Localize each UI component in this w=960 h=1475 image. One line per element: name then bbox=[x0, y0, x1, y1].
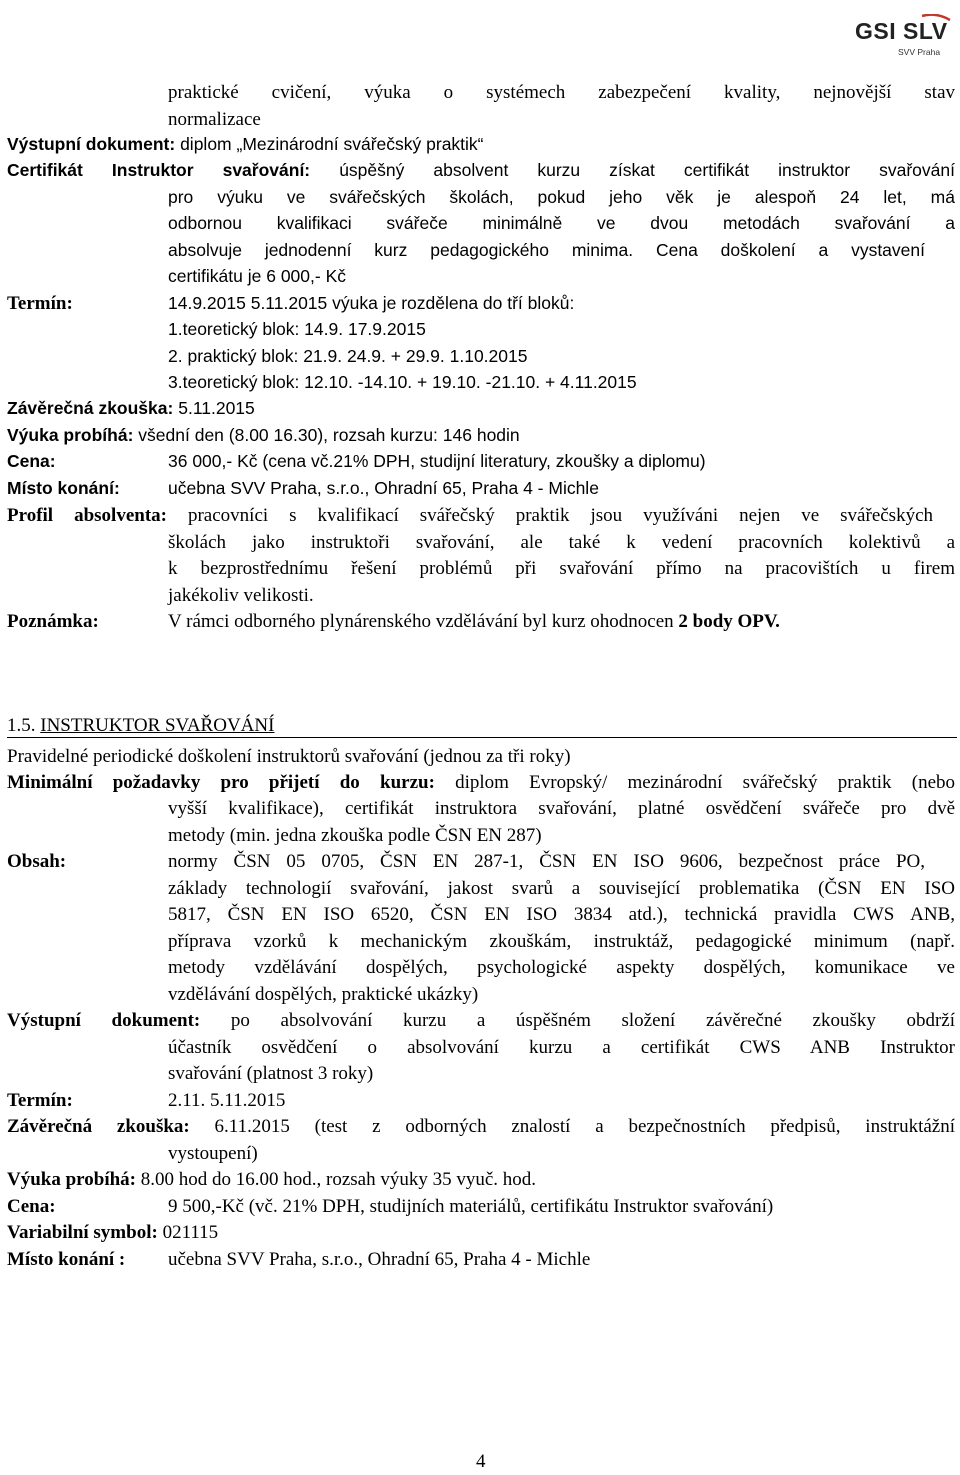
note-bold: 2 body OPV. bbox=[678, 611, 780, 632]
output-line: účastník osvědčení o absolvování kurzu a certifikát CWS ANB Instruktor bbox=[168, 1037, 955, 1058]
note-value: V rámci odborného plynárenského vzdělávání byl kurz ohodnocen bbox=[168, 611, 674, 632]
teaching-label: Výuka probíhá: bbox=[7, 425, 134, 445]
content-line: příprava vzorků k mechanickým zkouškám, instruktáž, pedagogické minimum (např. bbox=[168, 931, 955, 952]
content-line: 5817, ČSN EN ISO 6520, ČSN EN ISO 3834 atd.), technická pravidla CWS ANB, bbox=[168, 904, 955, 925]
variable-symbol-value: 021115 bbox=[162, 1222, 219, 1243]
output-row bbox=[7, 1011, 955, 1030]
certificate-row bbox=[7, 162, 955, 180]
place-label: Místo konání: bbox=[7, 478, 120, 498]
term-value: 2.11. 5.11.2015 bbox=[168, 1090, 286, 1111]
variable-symbol-label: Variabilní symbol: bbox=[7, 1222, 158, 1243]
place-value: učebna SVV Praha, s.r.o., Ohradní 65, Praha 4 - Michle bbox=[168, 478, 599, 498]
requirements-line: diplom Evropský/ mezinárodní svářečský praktik (nebo bbox=[455, 772, 956, 793]
section-divider bbox=[7, 737, 957, 738]
section-heading bbox=[7, 716, 274, 735]
certificate-line: certifikátu je 6 000,- Kč bbox=[168, 266, 346, 286]
term-line: 1.teoretický blok: 14.9. 17.9.2015 bbox=[168, 319, 426, 339]
term-label: Termín: bbox=[7, 1090, 73, 1111]
output-line: svařování (platnost 3 roky) bbox=[168, 1063, 374, 1084]
profile-line: pracovníci s kvalifikací svářečský praktik jsou využíváni nejen ve svářečských bbox=[187, 505, 934, 526]
place-value: učebna SVV Praha, s.r.o., Ohradní 65, Praha 4 - Michle bbox=[168, 1249, 591, 1270]
profile-row bbox=[7, 506, 933, 525]
exam-row bbox=[7, 1117, 955, 1136]
exam-label: Závěrečná zkouška: bbox=[7, 398, 174, 418]
content-line: metody vzdělávání dospělých, psychologické aspekty dospělých, komunikace ve bbox=[168, 957, 955, 978]
variable-symbol-row bbox=[7, 1223, 218, 1242]
logo-subtext: SVV Praha bbox=[898, 47, 941, 57]
exam-label: Závěrečná zkouška: bbox=[7, 1116, 190, 1137]
note-row bbox=[168, 612, 780, 631]
certificate-label: Certifikát Instruktor svařování: bbox=[7, 160, 311, 180]
exam-value: 5.11.2015 bbox=[178, 398, 255, 418]
requirements-row bbox=[7, 773, 955, 792]
course-content-line: praktické cvičení, výuka o systémech zabezpečení kvality, nejnovější stav bbox=[168, 82, 955, 103]
price-value: 9 500,-Kč (vč. 21% DPH, studijních materiálů, certifikátu Instruktor svařování) bbox=[168, 1196, 774, 1217]
teaching-row bbox=[7, 427, 520, 445]
exam-line: 6.11.2015 (test z odborných znalostí a bezpečnostních předpisů, instruktážní bbox=[214, 1116, 956, 1137]
profile-line: k bezprostřednímu řešení problémů při svařování přímo na pracovištích u firem bbox=[168, 558, 955, 579]
certificate-line: pro výuku ve svářečských školách, pokud jeho věk je alespoň 24 let, má bbox=[168, 187, 955, 207]
term-line: 3.teoretický blok: 12.10. -14.10. + 19.10. -21.10. + 4.11.2015 bbox=[168, 372, 637, 392]
requirements-label: Minimální požadavky pro přijetí do kurzu: bbox=[7, 772, 435, 793]
profile-label: Profil absolventa: bbox=[7, 505, 167, 526]
price-value: 36 000,- Kč (cena vč.21% DPH, studijní literatury, zkoušky a diplomu) bbox=[168, 451, 706, 471]
term-label: Termín: bbox=[7, 293, 73, 314]
requirements-line: metody (min. jedna zkouška podle ČSN EN 287) bbox=[168, 825, 542, 846]
place-label: Místo konání : bbox=[7, 1249, 126, 1270]
term-line: 14.9.2015 5.11.2015 výuka je rozdělena do tří bloků: bbox=[168, 293, 575, 313]
certificate-line: úspěšný absolvent kurzu získat certifikát instruktor svařování bbox=[339, 160, 955, 180]
content-line: normy ČSN 05 0705, ČSN EN 287-1, ČSN EN ISO 9606, bezpečnost práce PO, bbox=[168, 851, 925, 872]
content-line: základy technologií svařování, jakost svarů a související problematika (ČSN EN ISO bbox=[168, 878, 955, 899]
page-number: 4 bbox=[476, 1451, 486, 1472]
teaching-label: Výuka probíhá: bbox=[7, 1169, 137, 1190]
output-document-value: diplom „Mezinárodní svářečský praktik“ bbox=[180, 134, 484, 154]
teaching-value: všední den (8.00 16.30), rozsah kurzu: 146 hodin bbox=[138, 425, 520, 445]
certificate-line: absolvuje jednodenní kurz pedagogického minima. Cena doškolení a vystavení bbox=[168, 240, 925, 260]
section-title: INSTRUKTOR SVAŘOVÁNÍ bbox=[40, 715, 275, 736]
content-label: Obsah: bbox=[7, 851, 67, 872]
exam-row bbox=[7, 400, 255, 418]
requirements-line: vyšší kvalifikace), certifikát instruktora svařování, platné osvědčení svářeče pro dvě bbox=[168, 798, 955, 819]
section-subtitle: Pravidelné periodické doškolení instruktorů svařování (jednou za tři roky) bbox=[7, 746, 571, 767]
certificate-line: odbornou kvalifikaci svářeče minimálně ve dvou metodách svařování a bbox=[168, 213, 955, 233]
output-document-row bbox=[7, 136, 484, 154]
section-number: 1.5. bbox=[7, 715, 36, 736]
output-document-label: Výstupní dokument: bbox=[7, 134, 176, 154]
output-label: Výstupní dokument: bbox=[7, 1010, 201, 1031]
note-label: Poznámka: bbox=[7, 611, 99, 632]
content-line: vzdělávání dospělých, praktické ukázky) bbox=[168, 984, 479, 1005]
teaching-value: 8.00 hod do 16.00 hod., rozsah výuky 35 vyuč. hod. bbox=[140, 1169, 537, 1190]
term-line: 2. praktický blok: 21.9. 24.9. + 29.9. 1.10.2015 bbox=[168, 346, 528, 366]
teaching-row bbox=[7, 1170, 536, 1189]
profile-line: jakékoliv velikosti. bbox=[168, 585, 314, 606]
logo-text: GSI SLV bbox=[855, 18, 948, 44]
course-content-line: normalizace bbox=[168, 109, 261, 130]
profile-line: školách jako instruktoři svařování, ale také k vedení pracovních kolektivů a bbox=[168, 532, 955, 553]
price-label: Cena: bbox=[7, 451, 56, 471]
output-line: po absolvování kurzu a úspěšném složení závěrečné zkoušky obdrží bbox=[230, 1010, 956, 1031]
exam-line: vystoupení) bbox=[168, 1143, 258, 1164]
price-label: Cena: bbox=[7, 1196, 56, 1217]
